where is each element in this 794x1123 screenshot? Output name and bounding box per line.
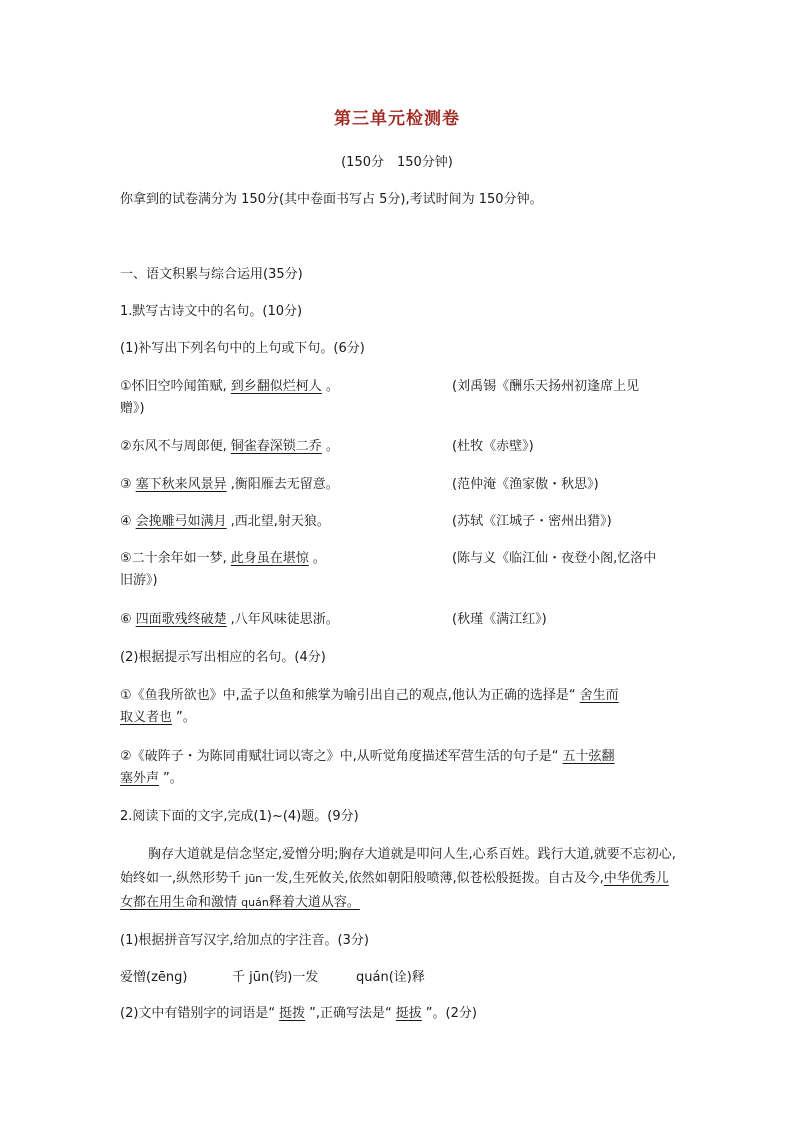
item-source: (秋瑾《满江红》) — [452, 612, 547, 627]
intro-text: 你拿到的试卷满分为 150分(其中卷面书写占 5分),考试时间为 150分钟。 — [120, 192, 543, 207]
page-title: 第三单元检测卷 — [334, 109, 460, 129]
question-1-part-2: (2)根据提示写出相应的名句。(4分) — [120, 650, 326, 665]
pinyin-item: quán(诠)释 — [356, 970, 425, 985]
prompt-line — [120, 768, 183, 790]
item-source: (刘禹锡《酬乐天扬州初逢席上见 — [452, 379, 640, 394]
page-subtitle: (150分 150分钟) — [341, 155, 453, 170]
item-suffix: ,八年风味徒思浙。 — [230, 612, 339, 627]
prompt-text: ②《破阵子・为陈同甫赋壮词以寄之》中,从听觉角度描述军营生活的句子是“ — [120, 749, 559, 764]
passage-text: 一发,生死攸关,依然如朝阳般喷薄,似苍松般挺拨。自古及今, — [262, 871, 604, 886]
pinyin-item: 千 jūn(钧)一发 — [232, 970, 319, 985]
item-suffix: 。 — [325, 439, 339, 454]
answer-text: 塞外声 — [120, 771, 160, 786]
item-answer: 铜雀春深锁二乔 — [230, 439, 322, 454]
item-prompt: ②东风不与周郎便, — [120, 439, 227, 454]
prompt-suffix: ”。(2分) — [425, 1006, 477, 1021]
answer-text: 挺拔 — [395, 1006, 422, 1021]
passage-text: 胸存大道就是信念坚定,爱憎分明;胸存大道就是叩问人生,心系百姓。践行大道,就要不忘初心,始终如一,纵然形势千 — [120, 847, 676, 886]
item-prompt: ①怀旧空吟闻笛赋, — [120, 379, 227, 394]
question-1-part-1: (1)补写出下列名句中的上句或下句。(6分) — [120, 341, 365, 356]
underlined-text: 释着大道从容。 — [268, 895, 360, 910]
answer-text: 取义者也 — [120, 710, 173, 725]
prompt-line — [120, 746, 619, 768]
item-suffix: ,西北望,射天狼。 — [230, 514, 330, 529]
item-source: (陈与义《临江仙・夜登小阁,忆洛中 — [452, 551, 657, 566]
poem-item — [120, 548, 326, 570]
poem-item — [120, 609, 339, 631]
answer-text: 五十弦翻 — [562, 749, 615, 764]
item-answer: 塞下秋来风景异 — [135, 477, 227, 492]
pinyin-item: 爱憎(zēng) — [120, 970, 188, 985]
question-2-part-1: (1)根据拼音写汉字,给加点的字注音。(3分) — [120, 933, 369, 948]
pinyin: quán — [241, 896, 269, 909]
item-source-cont: 赠》) — [120, 401, 145, 416]
item-answer: 会挽雕弓如满月 — [135, 514, 227, 529]
answer-text: 挺拨 — [279, 1006, 306, 1021]
item-source: (杜牧《赤壁》) — [452, 439, 534, 454]
item-suffix: 。 — [312, 551, 326, 566]
item-answer: 四面歌残终破楚 — [135, 612, 227, 627]
poem-item — [120, 511, 330, 533]
prompt-suffix: ”。 — [163, 771, 183, 786]
item-prompt: ④ — [120, 514, 132, 529]
prompt-suffix: ”。 — [176, 710, 196, 725]
prompt-text: ①《鱼我所欲也》中,孟子以鱼和熊掌为喻引出自己的观点,他认为正确的选择是“ — [120, 688, 576, 703]
poem-item — [120, 376, 339, 398]
reading-passage — [120, 843, 676, 915]
item-source: (苏轼《江城子・密州出猎》) — [452, 514, 612, 529]
item-source-cont: 旧游》) — [120, 573, 158, 588]
item-source: (范仲淹《渔家傲・秋思》) — [452, 477, 599, 492]
section-heading: 一、语文积累与综合运用(35分) — [120, 267, 303, 282]
item-prompt: ⑤二十余年如一梦, — [120, 551, 227, 566]
poem-item — [120, 474, 339, 496]
pinyin: jūn — [245, 872, 263, 885]
item-suffix: ,衡阳雁去无留意。 — [230, 477, 339, 492]
prompt-text: ”,正确写法是“ — [309, 1006, 392, 1021]
poem-item — [120, 436, 339, 458]
item-answer: 到乡翻似烂柯人 — [230, 379, 322, 394]
question-2: 2.阅读下面的文字,完成(1)~(4)题。(9分) — [120, 809, 359, 824]
underlined-text: 中华优秀儿女都在用生命和激情 — [120, 871, 669, 910]
answer-text: 舍生而 — [579, 688, 619, 703]
item-prompt: ③ — [120, 477, 132, 492]
prompt-line — [120, 685, 623, 707]
item-answer: 此身虽在堪惊 — [230, 551, 309, 566]
prompt-line — [120, 707, 196, 729]
question-1: 1.默写古诗文中的名句。(10分) — [120, 304, 303, 319]
item-prompt: ⑥ — [120, 612, 132, 627]
question-2-part-2 — [120, 1003, 477, 1025]
item-suffix: 。 — [325, 379, 339, 394]
prompt-text: (2)文中有错别字的词语是“ — [120, 1006, 276, 1021]
